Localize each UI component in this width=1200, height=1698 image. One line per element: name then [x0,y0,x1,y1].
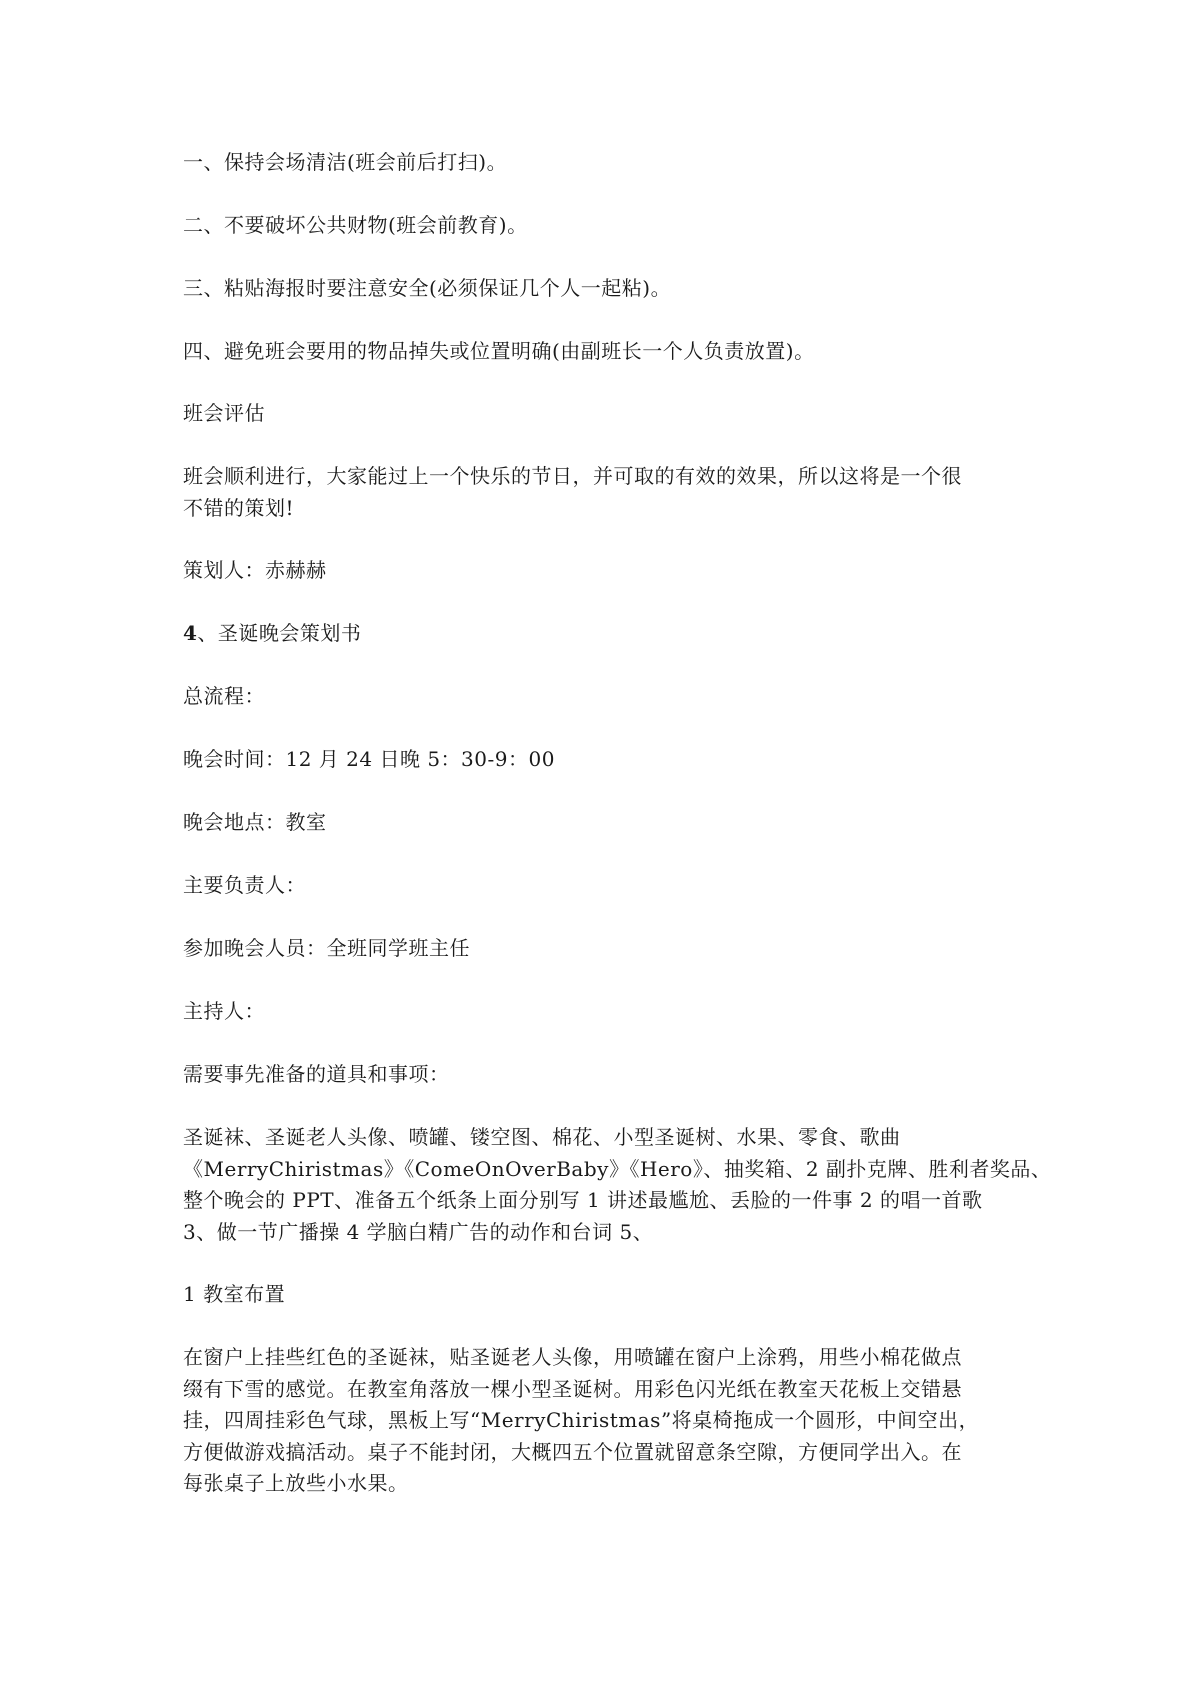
props-line: 圣诞袜、圣诞老人头像、喷罐、镂空图、棉花、小型圣诞树、水果、零食、歌曲 [183,1125,901,1149]
planner-line: 策划人：赤赫赫 [183,558,327,582]
props-line: 3、做一节广播操 4 学脑白精广告的动作和台词 5、 [183,1219,654,1244]
layout-line: 方便做游戏搞活动。桌子不能封闭，大概四五个位置就留意条空隙，方便同学出入。在 [183,1439,962,1464]
section-title: 、圣诞晚会策划书 [197,621,362,645]
section-heading [183,618,1031,650]
rule-1: 一、保持会场清洁(班会前后打扫)。 [183,150,508,174]
layout-line: 在窗户上挂些红色的圣诞袜，贴圣诞老人头像，用喷罐在窗户上涂鸦，用些小棉花做点 [183,1345,962,1369]
props-line: 《MerryChiristmas》《ComeOnOverBaby》《Hero》、抽奖箱、2 副扑克牌、胜利者奖品、 [183,1156,1052,1181]
evaluation-line: 不错的策划! [183,495,295,520]
evaluation-paragraph [183,461,1031,524]
rule-4: 四、避免班会要用的物品掉失或位置明确(由副班长一个人负责放置)。 [183,339,815,363]
section-number: 4 [183,621,198,645]
layout-line: 每张桌子上放些小水果。 [183,1471,409,1495]
classroom-layout-paragraph [183,1342,1031,1500]
evaluation-line: 班会顺利进行，大家能过上一个快乐的节日，并可取的有效的效果，所以这将是一个很 [183,464,962,488]
party-time: 晚会时间：12 月 24 日晚 5：30-9：00 [183,747,555,771]
layout-line: 挂，四周挂彩色气球，黑板上写“MerryChiristmas”将桌椅拖成一个圆形，中间空出， [183,1408,980,1432]
participants: 参加晚会人员：全班同学班主任 [183,936,470,960]
layout-line: 缀有下雪的感觉。在教室角落放一棵小型圣诞树。用彩色闪光纸在教室天花板上交错悬 [183,1376,962,1401]
evaluation-heading: 班会评估 [183,401,265,425]
overall-process: 总流程： [183,684,265,708]
props-heading: 需要事先准备的道具和事项： [183,1062,450,1086]
classroom-layout-heading: 1 教室布置 [183,1282,286,1306]
party-location: 晚会地点：教室 [183,810,327,834]
main-responsible: 主要负责人： [183,873,306,897]
props-line: 整个晚会的 PPT、准备五个纸条上面分别写 1 讲述最尴尬、丢脸的一件事 2 的唱一首歌 [183,1188,983,1212]
host: 主持人： [183,999,265,1023]
props-paragraph [183,1122,1052,1248]
rule-3: 三、粘贴海报时要注意安全(必须保证几个人一起粘)。 [183,276,672,300]
rule-2: 二、不要破坏公共财物(班会前教育)。 [183,213,528,237]
